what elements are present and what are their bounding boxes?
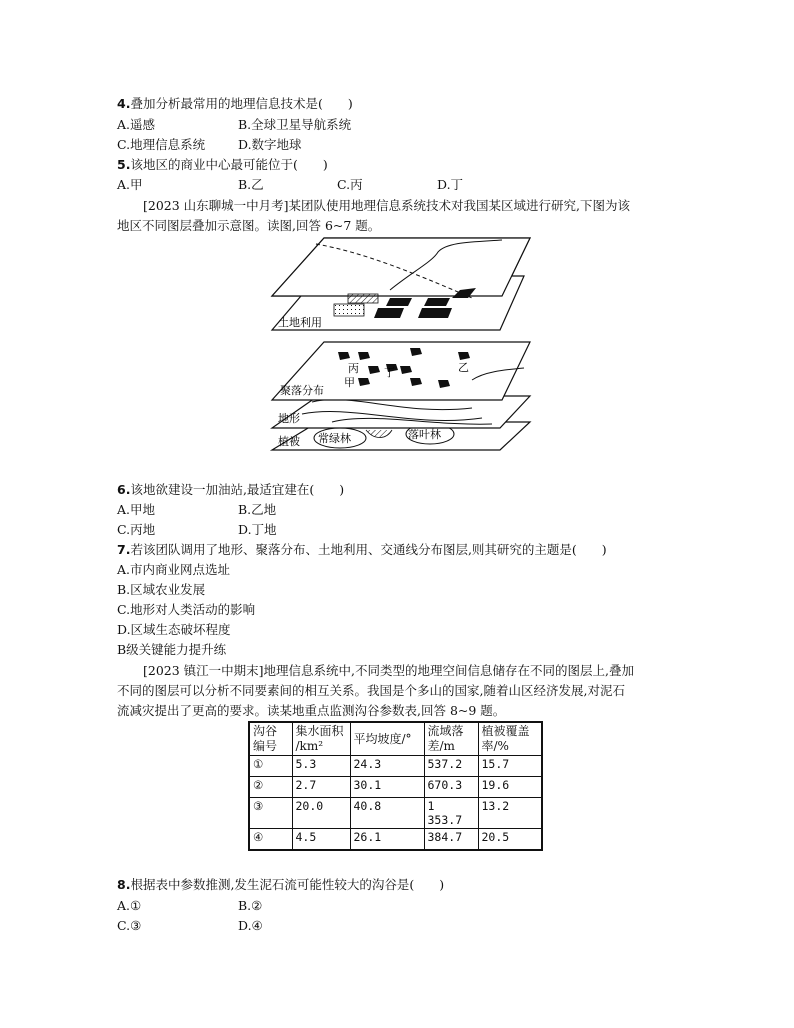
header-catchment-area: 集水面积 /km² [292, 722, 350, 756]
q7-option-c[interactable]: C.地形对人类活动的影响 [117, 602, 256, 617]
layer-overlay-diagram [262, 232, 540, 454]
q5-option-c[interactable]: C.丙 [337, 177, 363, 192]
question-5: 5.该地区的商业中心最可能位于( ) [117, 157, 328, 172]
table-header-row [249, 722, 542, 756]
q6-option-d[interactable]: D.丁地 [238, 522, 277, 537]
question-4: 4.叠加分析最常用的地理信息技术是( ) [117, 96, 353, 111]
layer-label-terrain: 地形 [278, 412, 300, 425]
q8-option-b[interactable]: B.② [238, 898, 263, 913]
settlement-layer [272, 342, 530, 400]
intro-6-7-line2: 地区不同图层叠加示意图。读图,回答 6~7 题。 [117, 218, 381, 233]
q7-option-d[interactable]: D.区域生态破坏程度 [117, 622, 231, 637]
place-yi: 乙 [458, 361, 469, 374]
intro-6-7-line1: [2023 山东聊城一中月考]某团队使用地理信息系统技术对我国某区域进行研究,下图为该 [143, 198, 631, 213]
landuse-layer [272, 238, 530, 330]
q7-option-b[interactable]: B.区域农业发展 [117, 582, 206, 597]
place-ding: 丁 [384, 366, 395, 379]
q8-option-a[interactable]: A.① [117, 898, 142, 913]
q6-option-a[interactable]: A.甲地 [117, 502, 156, 517]
q6-option-c[interactable]: C.丙地 [117, 522, 156, 537]
header-elevation-drop: 流域落 差/m [424, 722, 478, 756]
q8-option-d[interactable]: D.④ [238, 918, 263, 933]
question-7: 7.若该团队调用了地形、聚落分布、土地利用、交通线分布图层,则其研究的主题是( ) [117, 542, 607, 557]
intro-8-9-line2: 不同的图层可以分析不同要素间的相互关系。我国是个多山的国家,随着山区经济发展,对泥石 [117, 683, 625, 698]
layer-label-landuse: 土地利用 [278, 316, 322, 329]
evergreen-forest-label: 常绿林 [318, 432, 351, 445]
gully-parameter-table [248, 721, 543, 851]
layer-label-vegetation: 植被 [278, 435, 300, 448]
q6-option-b[interactable]: B.乙地 [238, 502, 277, 517]
q7-option-a[interactable]: A.市内商业网点选址 [117, 562, 231, 577]
q4-option-a[interactable]: A.遥感 [117, 117, 156, 132]
q4-option-c[interactable]: C.地理信息系统 [117, 137, 206, 152]
question-6: 6.该地欲建设一加油站,最适宜建在( ) [117, 482, 345, 497]
q4-option-b[interactable]: B.全球卫星导航系统 [238, 117, 352, 132]
table-row: ③ 20.0 40.8 1 353.7 13.2 [249, 798, 542, 829]
header-average-slope: 平均坡度/° [350, 722, 424, 756]
place-jia: 甲 [344, 376, 355, 389]
q4-option-d[interactable]: D.数字地球 [238, 137, 302, 152]
table-row: ② 2.7 30.1 670.3 19.6 [249, 777, 542, 798]
header-vegetation-cover: 植被覆盖 率/% [478, 722, 542, 756]
question-8: 8.根据表中参数推测,发生泥石流可能性较大的沟谷是( ) [117, 877, 445, 892]
table-row: ① 5.3 24.3 537.2 15.7 [249, 756, 542, 777]
q5-option-d[interactable]: D.丁 [437, 177, 464, 192]
header-gully-id: 沟谷 编号 [249, 722, 292, 756]
section-heading: B级关键能力提升练 [117, 642, 227, 657]
deciduous-forest-label: 落叶林 [408, 428, 441, 441]
q8-option-c[interactable]: C.③ [117, 918, 142, 933]
q5-option-a[interactable]: A.甲 [117, 177, 143, 192]
layer-label-settlement: 聚落分布 [280, 384, 324, 397]
table-row: ④ 4.5 26.1 384.7 20.5 [249, 829, 542, 851]
intro-8-9-line1: [2023 镇江一中期末]地理信息系统中,不同类型的地理空间信息储存在不同的图层上,叠加 [143, 663, 634, 678]
intro-8-9-line3: 流减灾提出了更高的要求。读某地重点监测沟谷参数表,回答 8~9 题。 [117, 703, 506, 718]
q5-option-b[interactable]: B.乙 [238, 177, 264, 192]
place-bing: 丙 [348, 362, 359, 375]
